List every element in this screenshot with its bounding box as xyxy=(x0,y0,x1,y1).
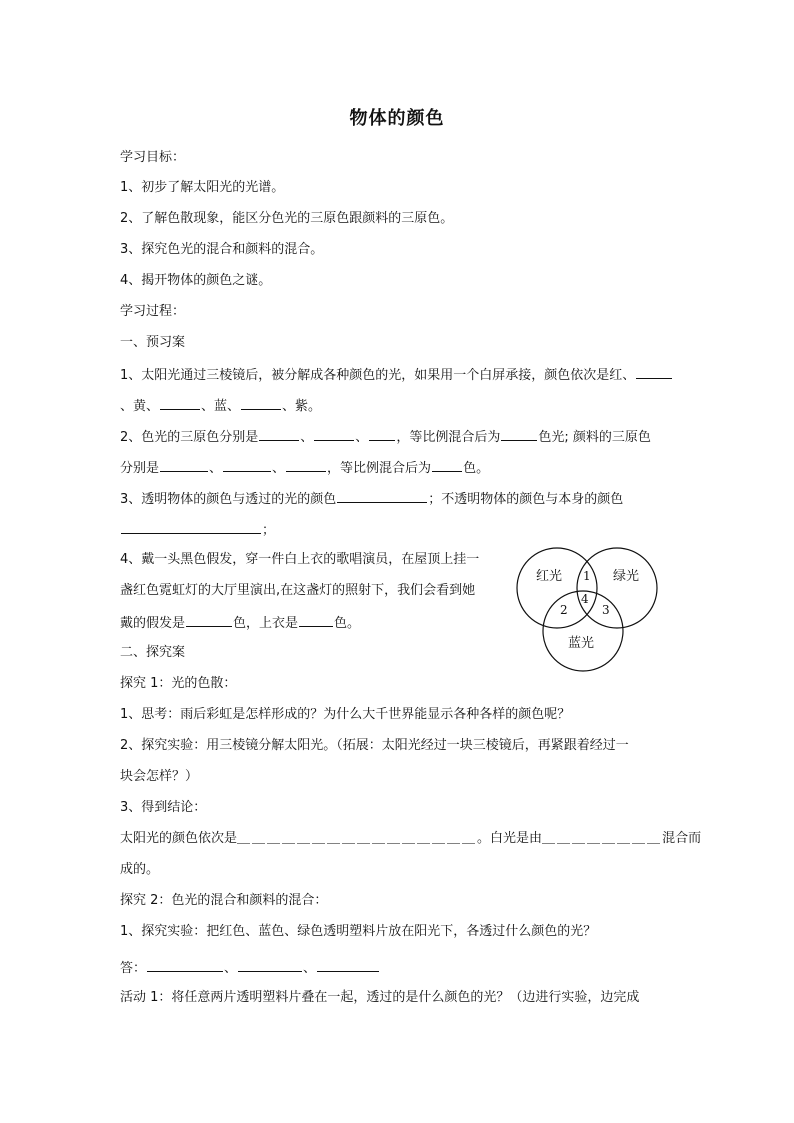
answer-blank[interactable] xyxy=(160,457,208,472)
answer-blank[interactable] xyxy=(337,488,427,503)
question-text: 太阳光的颜色依次是 xyxy=(120,831,238,846)
conclusion-line-2: 成的。 xyxy=(120,862,160,877)
question-text: 3、透明物体的颜色与透过的光的颜色 xyxy=(120,492,337,507)
answer-blank[interactable] xyxy=(314,426,354,441)
section-heading: 二、探究案 xyxy=(120,645,186,660)
answer-blank[interactable] xyxy=(238,957,302,972)
question-text: ； xyxy=(262,523,276,538)
question-text: 色。 xyxy=(463,461,490,476)
answer-blank[interactable] xyxy=(432,457,462,472)
question-text: ；不透明物体的颜色与本身的颜色 xyxy=(428,492,624,507)
goal-item: 1、初步了解太阳光的光谱。 xyxy=(120,180,285,195)
separator: 、 xyxy=(209,461,223,476)
question-1-line-2 xyxy=(120,395,321,417)
question-text: 戴的假发是 xyxy=(120,616,186,631)
activity-1: 活动 1：将任意两片透明塑料片叠在一起，透过的是什么颜色的光？（边进行实验，边完成 xyxy=(120,990,640,1005)
question-4-line-1: 4、戴一头黑色假发，穿一件白上衣的歌唱演员，在屋顶上挂一 xyxy=(120,552,480,567)
answer-blank[interactable]: ＿＿＿＿＿＿＿＿ xyxy=(542,831,663,846)
answer-blank[interactable] xyxy=(223,457,271,472)
separator: 、 xyxy=(272,461,286,476)
region-2-label: 2 xyxy=(560,603,568,617)
region-3-label: 3 xyxy=(602,603,610,617)
answer-blank[interactable] xyxy=(501,426,537,441)
question-4-line-2: 盏红色霓虹灯的大厅里演出,在这盏灯的照射下，我们会看到她 xyxy=(120,583,476,598)
region-1-label: 1 xyxy=(583,569,591,583)
process-heading: 学习过程： xyxy=(120,304,186,319)
question-text: ，等比例混合后为 xyxy=(327,461,432,476)
question-4-line-3 xyxy=(120,612,360,634)
question-3-line-1 xyxy=(120,488,623,510)
question-text: 2、色光的三原色分别是 xyxy=(120,430,259,445)
answer-blank[interactable] xyxy=(259,426,299,441)
answer-blank[interactable] xyxy=(369,426,395,441)
question-text: 、黄、 xyxy=(120,399,160,414)
question-2-line-2 xyxy=(120,457,489,479)
goals-heading: 学习目标： xyxy=(120,150,186,165)
answer-blank[interactable] xyxy=(636,364,672,379)
venn-diagram xyxy=(510,540,665,675)
answer-line xyxy=(120,957,380,979)
question-text: 色光; 颜料的三原色 xyxy=(538,430,651,445)
question-text: 、紫。 xyxy=(282,399,322,414)
explore-1-item: 3、得到结论： xyxy=(120,800,207,815)
goal-item: 4、揭开物体的颜色之谜。 xyxy=(120,273,272,288)
blue-light-label: 蓝光 xyxy=(568,636,595,651)
answer-blank[interactable]: ＿＿＿＿＿＿＿＿＿＿＿＿＿＿＿＿ xyxy=(237,831,478,846)
answer-blank[interactable] xyxy=(286,457,326,472)
explore-1-item: 1、思考：雨后彩虹是怎样形成的？为什么大千世界能显示各种各样的颜色呢？ xyxy=(120,707,571,722)
conclusion-line-1 xyxy=(120,829,701,849)
answer-label: 答： xyxy=(120,961,147,976)
answer-blank[interactable] xyxy=(241,395,281,410)
explore-1-heading: 探究 1：光的色散： xyxy=(120,676,237,691)
question-1-line-1 xyxy=(120,364,673,386)
answer-blank[interactable] xyxy=(121,519,261,534)
question-3-line-2 xyxy=(120,519,275,541)
answer-blank[interactable] xyxy=(160,395,200,410)
green-light-circle xyxy=(577,548,657,628)
answer-blank[interactable] xyxy=(147,957,223,972)
explore-1-item: 2、探究实验：用三棱镜分解太阳光。（拓展：太阳光经过一块三棱镜后，再紧跟着经过一 xyxy=(120,738,629,753)
question-text: 分别是 xyxy=(120,461,160,476)
question-2-line-1 xyxy=(120,426,651,448)
separator: 、 xyxy=(224,961,238,976)
explore-2-heading: 探究 2：色光的混合和颜料的混合： xyxy=(120,893,328,908)
question-text: 色，上衣是 xyxy=(233,616,299,631)
answer-blank[interactable] xyxy=(186,612,232,627)
answer-blank[interactable] xyxy=(317,957,379,972)
question-text: 混合而 xyxy=(662,831,702,846)
explore-1-item-cont: 块会怎样？） xyxy=(120,769,199,784)
question-text: 色。 xyxy=(334,616,361,631)
question-text: 1、太阳光通过三棱镜后，被分解成各种颜色的光，如果用一个白屏承接，颜色依次是红、 xyxy=(120,368,636,383)
question-text: ，等比例混合后为 xyxy=(396,430,501,445)
answer-blank[interactable] xyxy=(299,612,333,627)
goal-item: 3、探究色光的混合和颜料的混合。 xyxy=(120,242,324,257)
question-text: 。白光是由 xyxy=(477,831,543,846)
question-text: 、蓝、 xyxy=(201,399,241,414)
separator: 、 xyxy=(300,430,314,445)
red-light-circle xyxy=(517,548,597,628)
region-4-label: 4 xyxy=(581,592,589,606)
goal-item: 2、了解色散现象，能区分色光的三原色跟颜料的三原色。 xyxy=(120,211,454,226)
section-heading: 一、预习案 xyxy=(120,335,186,350)
red-light-label: 红光 xyxy=(536,569,563,584)
separator: 、 xyxy=(303,961,317,976)
separator: 、 xyxy=(355,430,369,445)
page-title: 物体的颜色 xyxy=(349,108,445,129)
explore-2-item: 1、探究实验：把红色、蓝色、绿色透明塑料片放在阳光下，各透过什么颜色的光？ xyxy=(120,924,597,939)
green-light-label: 绿光 xyxy=(613,569,640,584)
